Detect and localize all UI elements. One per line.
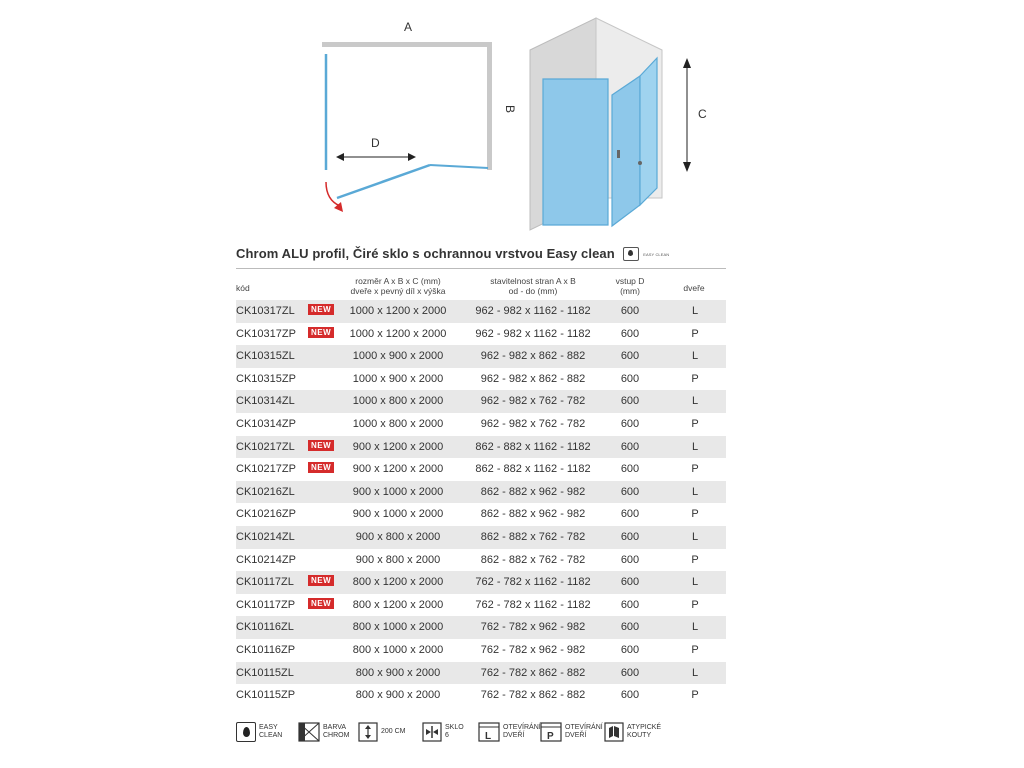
legend-text: OTEVÍRÁNÍ DVEŘÍ: [503, 724, 541, 739]
plan-view-diagram: [322, 42, 492, 212]
header-entrance: [612, 276, 648, 296]
legend-door-left: [478, 722, 541, 742]
header-door-line2: (mm): [620, 286, 640, 296]
row-adjustability: 962 - 982 x 1162 - 1182: [475, 305, 591, 317]
legend-color: [298, 722, 349, 742]
row-adjustability: 862 - 882 x 1162 - 1182: [475, 440, 591, 453]
row-door-side: L: [691, 576, 699, 589]
row-code: CK10117ZP: [236, 598, 296, 611]
row-dimensions: 800 x 1000 x 2000: [352, 621, 444, 634]
row-dimensions: 1000 x 800 x 2000: [352, 395, 444, 408]
row-entrance: 600: [620, 643, 640, 656]
header-adjustability: [470, 276, 596, 296]
row-door-side: L: [691, 350, 699, 363]
row-dimensions: 800 x 1200 x 2000: [352, 576, 444, 589]
header-door-line1: vstup D: [615, 276, 645, 286]
row-door-side: P: [691, 553, 699, 566]
row-code: CK10314ZP: [236, 417, 296, 430]
row-code: CK10214ZL: [236, 530, 295, 543]
row-door-side: P: [691, 598, 699, 611]
row-entrance: 600: [620, 666, 640, 679]
table-row: [236, 662, 726, 685]
row-adjustability: 862 - 882 x 762 - 782: [480, 553, 586, 566]
row-adjustability: 762 - 782 x 962 - 982: [480, 621, 586, 634]
table-row: [236, 571, 726, 594]
legend-easy-clean: [236, 722, 282, 742]
header-code: kód: [236, 283, 250, 293]
legend-door-right: [540, 722, 603, 742]
row-dimensions: 900 x 1200 x 2000: [352, 440, 444, 453]
row-adjustability: 762 - 782 x 1162 - 1182: [475, 598, 591, 611]
row-dimensions: 900 x 1000 x 2000: [352, 485, 444, 498]
table-row: [236, 594, 726, 617]
row-adjustability: 962 - 982 x 762 - 782: [480, 417, 586, 430]
height-icon: [358, 722, 378, 742]
row-entrance: 600: [620, 305, 640, 317]
row-code: CK10217ZL: [236, 440, 295, 453]
row-adjustability: 762 - 782 x 962 - 982: [480, 643, 586, 656]
new-badge: NEW: [308, 598, 334, 609]
table-row: [236, 616, 726, 639]
table-title: [236, 246, 669, 262]
row-adjustability: 962 - 982 x 762 - 782: [480, 395, 586, 408]
row-adjustability: 762 - 782 x 862 - 882: [480, 666, 586, 679]
easy-clean-icon: [623, 247, 639, 261]
row-door-side: P: [691, 508, 699, 521]
table-row: [236, 345, 726, 368]
door-left-icon: [478, 722, 500, 742]
row-entrance: 600: [620, 689, 640, 702]
product-table: [236, 300, 726, 707]
legend-text: 200 CM: [381, 728, 406, 735]
row-entrance: 600: [620, 350, 640, 363]
row-dimensions: 900 x 800 x 2000: [355, 530, 441, 543]
row-code: CK10317ZP: [236, 327, 296, 340]
row-code: CK10216ZP: [236, 508, 296, 521]
feature-legend: [0, 722, 1024, 758]
row-entrance: 600: [620, 576, 640, 589]
row-adjustability: 962 - 982 x 862 - 882: [480, 350, 586, 363]
row-door-side: L: [691, 485, 699, 498]
row-dimensions: 1000 x 1200 x 2000: [349, 327, 447, 340]
profile-color-icon: [298, 722, 320, 742]
label-c: C: [698, 107, 707, 121]
row-dimensions: 1000 x 900 x 2000: [352, 372, 444, 385]
table-row: [236, 549, 726, 572]
header-adj-line2: od - do (mm): [508, 286, 558, 296]
row-entrance: 600: [620, 463, 640, 476]
row-door-side: P: [691, 689, 699, 702]
glass-thickness-icon: [422, 722, 442, 742]
row-code: CK10314ZL: [236, 395, 295, 408]
row-adjustability: 862 - 882 x 962 - 982: [480, 508, 586, 521]
row-code: CK10317ZL: [236, 305, 295, 317]
row-dimensions: 900 x 1200 x 2000: [352, 463, 444, 476]
table-top-rule: [236, 268, 726, 269]
row-adjustability: 762 - 782 x 862 - 882: [480, 689, 586, 702]
svg-text:L: L: [485, 731, 492, 742]
corner-icon: [604, 722, 624, 742]
new-badge: NEW: [308, 304, 334, 315]
row-adjustability: 962 - 982 x 862 - 882: [480, 372, 586, 385]
row-entrance: 600: [620, 327, 640, 340]
label-a: A: [404, 20, 413, 34]
row-entrance: 600: [620, 621, 640, 634]
row-door-side: P: [691, 372, 699, 385]
legend-glass: [422, 722, 464, 742]
row-code: CK10217ZP: [236, 463, 296, 476]
row-entrance: 600: [620, 598, 640, 611]
table-row: [236, 300, 726, 323]
table-row: [236, 436, 726, 459]
row-entrance: 600: [620, 508, 640, 521]
row-adjustability: 862 - 882 x 762 - 782: [480, 530, 586, 543]
row-dimensions: 1000 x 800 x 2000: [352, 417, 444, 430]
row-dimensions: 1000 x 900 x 2000: [352, 350, 444, 363]
row-adjustability: 762 - 782 x 1162 - 1182: [475, 576, 591, 589]
row-door-side: P: [691, 417, 699, 430]
header-door-side: dveře: [683, 283, 705, 293]
header-dimensions: [340, 276, 456, 296]
table-row: [236, 458, 726, 481]
row-dimensions: 800 x 900 x 2000: [355, 666, 441, 679]
row-door-side: L: [691, 395, 699, 408]
row-dimensions: 800 x 900 x 2000: [355, 689, 441, 702]
row-code: CK10116ZP: [236, 643, 296, 656]
row-dimensions: 900 x 800 x 2000: [355, 553, 441, 566]
row-entrance: 600: [620, 553, 640, 566]
table-row: [236, 503, 726, 526]
legend-text: SKLO 6: [445, 724, 464, 739]
row-door-side: P: [691, 463, 699, 476]
row-code: CK10117ZL: [236, 576, 294, 589]
label-b: B: [503, 105, 517, 114]
row-code: CK10315ZL: [236, 350, 295, 363]
new-badge: NEW: [308, 462, 334, 473]
new-badge: NEW: [308, 440, 334, 451]
table-row: [236, 639, 726, 662]
row-door-side: L: [691, 440, 699, 453]
table-row: [236, 368, 726, 391]
header-dim-line2: dveře x pevný díl x výška: [350, 286, 446, 296]
label-d: D: [371, 136, 380, 150]
legend-text: OTEVÍRÁNÍ DVEŘÍ: [565, 724, 603, 739]
shower-diagrams: [0, 0, 1024, 240]
row-door-side: L: [691, 666, 699, 679]
legend-corner: [604, 722, 661, 742]
row-code: CK10115ZP: [236, 689, 296, 702]
title-icon-tag: EASY CLEAN: [643, 251, 670, 257]
row-code: CK10115ZL: [236, 666, 294, 679]
new-badge: NEW: [308, 575, 334, 586]
row-adjustability: 862 - 882 x 962 - 982: [480, 485, 586, 498]
row-code: CK10116ZL: [236, 621, 294, 634]
row-door-side: P: [691, 327, 699, 340]
legend-height: [358, 722, 406, 742]
row-adjustability: 962 - 982 x 1162 - 1182: [475, 327, 591, 340]
row-door-side: L: [691, 621, 699, 634]
row-adjustability: 862 - 882 x 1162 - 1182: [475, 463, 591, 476]
row-dimensions: 800 x 1000 x 2000: [352, 643, 444, 656]
table-row: [236, 684, 726, 707]
table-row: [236, 390, 726, 413]
table-row: [236, 481, 726, 504]
legend-text: ATYPICKÉ KOUTY: [627, 724, 662, 739]
row-dimensions: 900 x 1000 x 2000: [352, 508, 444, 521]
table-row: [236, 526, 726, 549]
row-entrance: 600: [620, 395, 640, 408]
row-entrance: 600: [620, 372, 640, 385]
row-code: CK10315ZP: [236, 372, 296, 385]
header-dim-line1: rozměr A x B x C (mm): [355, 276, 441, 286]
row-entrance: 600: [620, 440, 640, 453]
legend-text: BARVA CHROM: [323, 724, 350, 739]
header-adj-line1: stavitelnost stran A x B: [490, 276, 576, 286]
row-code: CK10216ZL: [236, 485, 295, 498]
table-row: [236, 413, 726, 436]
row-entrance: 600: [620, 485, 640, 498]
row-entrance: 600: [620, 530, 640, 543]
drop-icon: [236, 722, 256, 742]
row-door-side: L: [691, 530, 699, 543]
door-right-icon: [540, 722, 562, 742]
row-code: CK10214ZP: [236, 553, 296, 566]
table-row: [236, 323, 726, 346]
title-text: Chrom ALU profil, Čiré sklo s ochrannou vrstvou Easy clean: [236, 246, 615, 261]
new-badge: NEW: [308, 327, 334, 338]
row-entrance: 600: [620, 417, 640, 430]
svg-text:P: P: [547, 731, 554, 742]
row-dimensions: 1000 x 1200 x 2000: [349, 305, 447, 317]
legend-text: EASY CLEAN: [259, 724, 283, 739]
row-door-side: L: [691, 305, 699, 317]
row-dimensions: 800 x 1200 x 2000: [352, 598, 444, 611]
perspective-view-diagram: [530, 18, 662, 230]
row-door-side: P: [691, 643, 699, 656]
